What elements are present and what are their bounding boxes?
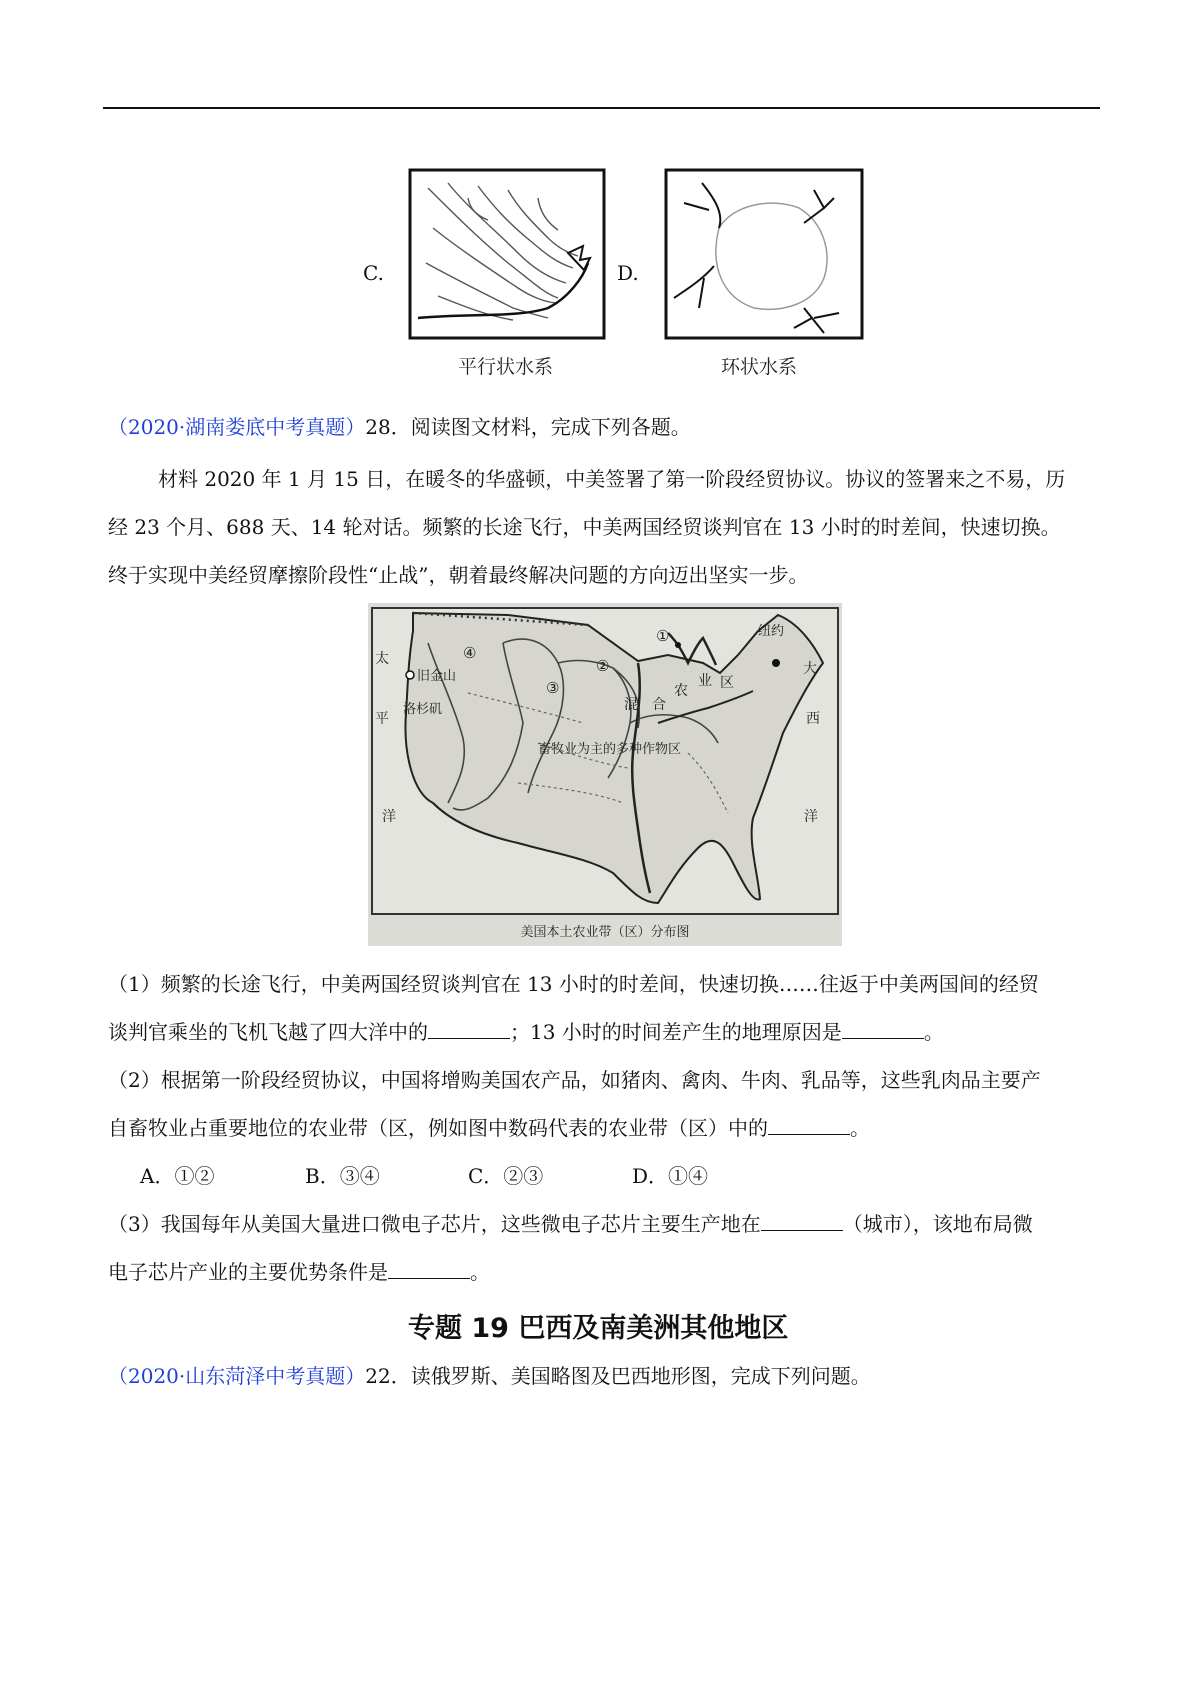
map-caption: 美国本土农业带（区）分布图: [520, 925, 690, 940]
q28-sub3-text-a: （3）我国每年从美国大量进口微电子芯片，这些微电子芯片主要生产地在: [108, 1212, 761, 1236]
map-label-atlantic-3: 洋: [804, 809, 818, 825]
q28-sub3-text-b: （城市），该地布局微: [842, 1212, 1033, 1236]
answer-blank-livestock-zone[interactable]: [768, 1114, 850, 1135]
map-label-mixed-3: 农: [674, 683, 688, 699]
map-label-4: ④: [463, 644, 477, 662]
q28-sub1-line2: [108, 1018, 944, 1046]
option-d[interactable]: D．①④: [632, 1164, 709, 1188]
answer-blank-time-reason[interactable]: [842, 1018, 924, 1039]
q28-line: [108, 413, 691, 441]
map-label-1: ①: [656, 627, 670, 645]
map-label-pacific-2: 平: [375, 711, 389, 727]
option-a[interactable]: A．①②: [140, 1164, 215, 1188]
q22-source: （2020·山东菏泽中考真题）: [108, 1364, 366, 1388]
option-c-label: C.: [363, 261, 384, 285]
us-agriculture-map: [368, 603, 842, 946]
map-label-mixed-2: 合: [652, 697, 666, 713]
annular-drainage-caption: 环状水系: [721, 356, 798, 378]
q28-stem: 28．阅读图文材料，完成下列各题。: [365, 415, 691, 439]
map-label-mixed-5: 区: [720, 675, 734, 691]
map-label-atlantic-1: 大: [803, 661, 817, 677]
option-c[interactable]: C．②③: [468, 1164, 544, 1188]
answer-blank-city[interactable]: [761, 1210, 843, 1231]
map-label-multi: 畜牧业为主的多种作物区: [538, 742, 682, 757]
q28-sub3-line2: [108, 1258, 490, 1286]
q28-sub1-text-c: 。: [923, 1020, 944, 1044]
answer-blank-ocean[interactable]: [428, 1018, 510, 1039]
q28-material-line-2: 经 23 个月、688 天、14 轮对话。频繁的长途飞行，中美两国经贸谈判官在 13 小时的时差间，快速切换。: [108, 515, 1061, 539]
q28-source: （2020·湖南娄底中考真题）: [108, 415, 366, 439]
q22-line: [108, 1362, 871, 1390]
option-d-label: D.: [617, 261, 639, 285]
answer-blank-advantage[interactable]: [388, 1258, 470, 1279]
annular-drainage-figure: [664, 168, 864, 340]
map-label-la: 洛杉矶: [403, 702, 443, 717]
map-label-mixed-1: 混: [624, 697, 638, 713]
q28-sub2-text-b: 。: [850, 1116, 870, 1140]
q28-sub1-line1: （1）频繁的长途飞行，中美两国经贸谈判官在 13 小时的时差间，快速切换……往返于中美两国间的经贸: [108, 972, 1039, 996]
top-rule: [103, 107, 1100, 109]
q28-sub1-text-b: ；13 小时的时间差产生的地理原因是: [510, 1020, 842, 1044]
map-label-2: ②: [596, 657, 610, 675]
q28-material-line-3: 终于实现中美经贸摩擦阶段性“止战”，朝着最终解决问题的方向迈出坚实一步。: [108, 563, 809, 587]
q28-sub3-text-c: 电子芯片产业的主要优势条件是: [108, 1260, 388, 1284]
q28-material-line-1: 材料 2020 年 1 月 15 日，在暖冬的华盛顿，中美签署了第一阶段经贸协议。协议的签署来之不易，历: [158, 467, 1066, 491]
q28-sub2-text-a: 自畜牧业占重要地位的农业带（区，例如图中数码代表的农业带（区）中的: [108, 1116, 768, 1140]
map-label-3: ③: [546, 679, 560, 697]
q22-stem: 22．读俄罗斯、美国略图及巴西地形图，完成下列问题。: [365, 1364, 871, 1388]
q28-sub2-line2: [108, 1114, 870, 1142]
map-label-mixed-4: 业: [698, 673, 712, 689]
map-label-sf: 旧金山: [417, 669, 457, 684]
map-label-pacific-1: 太: [375, 651, 389, 667]
q28-sub3-text-d: 。: [470, 1260, 490, 1284]
option-b[interactable]: B．③④: [305, 1164, 380, 1188]
q28-sub2-line1: （2）根据第一阶段经贸协议，中国将增购美国农产品，如猪肉、禽肉、牛肉、乳品等，这些乳肉品主要产: [108, 1068, 1041, 1092]
map-label-pacific-3: 洋: [382, 809, 396, 825]
q28-sub1-text-a: 谈判官乘坐的飞机飞越了四大洋中的: [108, 1020, 428, 1044]
map-label-ny: 纽约: [758, 624, 785, 639]
parallel-drainage-caption: 平行状水系: [458, 356, 554, 378]
map-label-atlantic-2: 西: [806, 711, 820, 727]
q28-sub3-line1: [108, 1210, 1033, 1238]
parallel-drainage-figure: [408, 168, 606, 340]
topic-heading: 专题 19 巴西及南美洲其他地区: [408, 1313, 789, 1344]
